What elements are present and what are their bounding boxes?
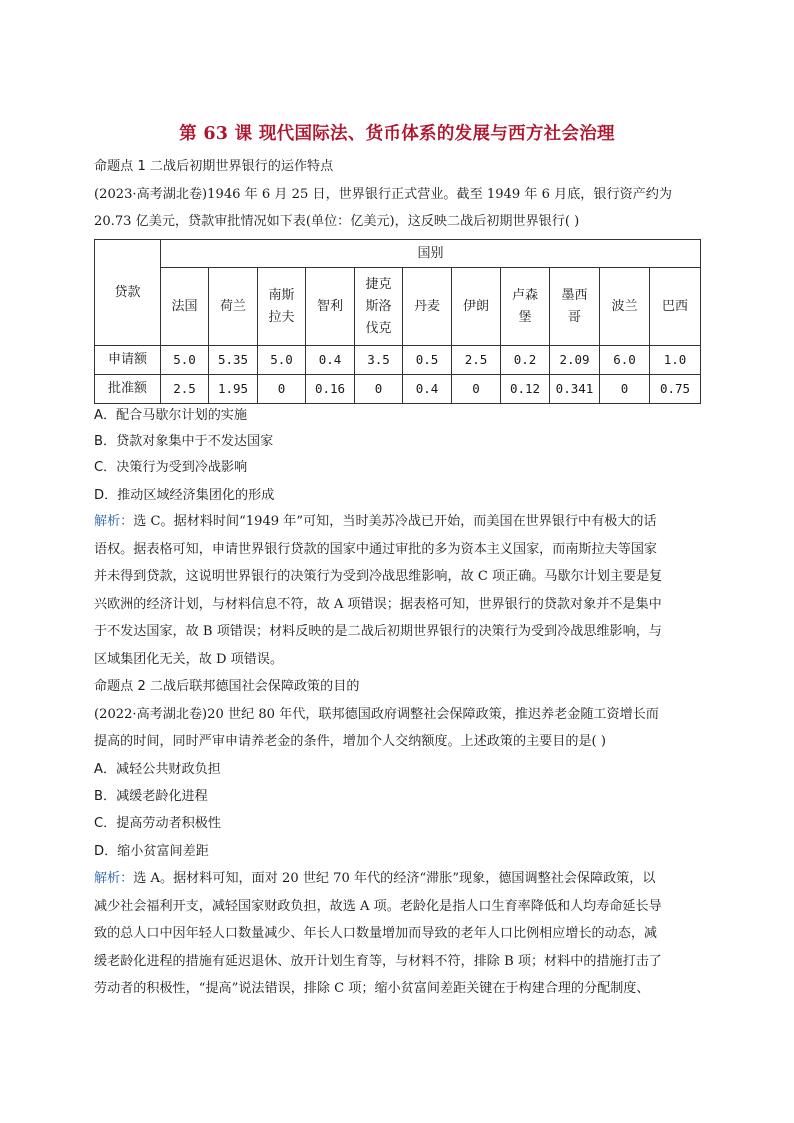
solution-1-line: 区域集团化无关，故 D 项错误。 [94, 652, 284, 667]
table-corner-header: 贷款 [95, 240, 161, 346]
solution-1-line: 语权。据表格可知，申请世界银行贷款的国家中通过审批的多为资本主义国家，而南斯拉夫等国家 [94, 542, 658, 557]
row-label: 批准额 [95, 375, 161, 404]
solution-1-line: 解析：选 C。据材料时间“1949 年”可知，当时美苏冷战已开始，而美国在世界银行中有极大的话 [94, 514, 657, 529]
table-cell: 5.0 [258, 346, 306, 375]
table-cell: 1.95 [209, 375, 258, 404]
lesson-title: 第 63 课 现代国际法、货币体系的发展与西方社会治理 [179, 124, 615, 144]
solution-2-line: 劳动者的积极性，“提高”说法错误，排除 C 项；缩小贫富间差距关键在于构建合理的分配制度、 [94, 981, 650, 996]
country-header: 智利 [306, 268, 355, 346]
solution-2-line: 减少社会福利开支，减轻国家财政负担，故选 A 项。老龄化是指人口生育率降低和人均寿命延长导 [94, 899, 662, 914]
question-1-line-1: (2023·高考湖北卷)1946 年 6 月 25 日，世界银行正式营业。截至 1949 年 6 月底，银行资产约为 [94, 187, 672, 202]
question-2-line-1: (2022·高考湖北卷)20 世纪 80 年代，联邦德国政府调整社会保障政策，推迟养老金随工资增长而 [94, 707, 659, 722]
table-cell: 0.12 [501, 375, 550, 404]
table-cell: 1.0 [650, 346, 701, 375]
option-1-c: C．决策行为受到冷战影响 [94, 460, 248, 475]
option-2-d: D．缩小贫富间差距 [94, 844, 209, 859]
solution-2-line: 缓老龄化进程的措施有延迟退休、放开计划生育等，与材料不符，排除 B 项；材料中的措施打击了 [94, 954, 662, 969]
topic-2-heading: 命题点 2 二战后联邦德国社会保障政策的目的 [94, 679, 360, 694]
table-cell: 0.75 [650, 375, 701, 404]
loan-approval-table [94, 239, 701, 404]
table-cell: 6.0 [600, 346, 650, 375]
table-cell: 0.16 [306, 375, 355, 404]
option-2-a: A．减轻公共财政负担 [94, 762, 221, 777]
solution-1-line: 兴欧洲的经济计划，与材料信息不符，故 A 项错误；据表格可知，世界银行的贷款对象并不是集中 [94, 597, 662, 612]
solution-label: 解析： [94, 514, 134, 529]
topic-1-heading: 命题点 1 二战后初期世界银行的运作特点 [94, 159, 334, 174]
country-header-row [95, 268, 701, 346]
table-cell: 0.341 [550, 375, 600, 404]
country-header: 墨西 哥 [550, 268, 600, 346]
table-cell: 0.5 [403, 346, 452, 375]
table-cell: 0.4 [403, 375, 452, 404]
row-label: 申请额 [95, 346, 161, 375]
table-row [95, 375, 701, 404]
option-1-d: D．推动区域经济集团化的形成 [94, 488, 275, 503]
country-header: 伊朗 [452, 268, 501, 346]
solution-1-line: 于不发达国家，故 B 项错误；材料反映的是二战后初期世界银行的决策行为受到冷战思维影响，与 [94, 624, 662, 639]
table-cell: 5.35 [209, 346, 258, 375]
solution-1-line: 并未得到贷款，这说明世界银行的决策行为受到冷战思维影响，故 C 项正确。马歇尔计划主要是复 [94, 569, 663, 584]
table-cell: 0 [600, 375, 650, 404]
option-2-c: C．提高劳动者积极性 [94, 816, 221, 831]
option-1-b: B．贷款对象集中于不发达国家 [94, 434, 274, 449]
table-row [95, 346, 701, 375]
table-cell: 0 [258, 375, 306, 404]
table-cell: 0 [355, 375, 403, 404]
table-cell: 0 [452, 375, 501, 404]
table-group-header: 国别 [161, 240, 701, 268]
table-cell: 0.2 [501, 346, 550, 375]
table-cell: 3.5 [355, 346, 403, 375]
question-1-line-2: 20.73 亿美元，贷款审批情况如下表(单位：亿美元)，这反映二战后初期世界银行( ) [94, 214, 580, 229]
country-header: 丹麦 [403, 268, 452, 346]
table-cell: 0.4 [306, 346, 355, 375]
country-header: 捷克 斯洛 伐克 [355, 268, 403, 346]
option-1-a: A．配合马歇尔计划的实施 [94, 408, 247, 423]
option-2-b: B．减缓老龄化进程 [94, 789, 208, 804]
country-header: 法国 [161, 268, 209, 346]
country-header: 南斯 拉夫 [258, 268, 306, 346]
table-cell: 2.5 [161, 375, 209, 404]
solution-label: 解析： [94, 871, 134, 886]
country-header: 荷兰 [209, 268, 258, 346]
table-cell: 2.5 [452, 346, 501, 375]
country-header: 波兰 [600, 268, 650, 346]
country-header: 卢森 堡 [501, 268, 550, 346]
country-header: 巴西 [650, 268, 701, 346]
solution-2-line: 解析：选 A。据材料可知，面对 20 世纪 70 年代的经济“滞胀”现象，德国调整社会保障政策，以 [94, 871, 656, 886]
table-cell: 5.0 [161, 346, 209, 375]
solution-2-line: 致的总人口中因年轻人口数量减少、年长人口数量增加而导致的老年人口比例相应增长的动态，减 [94, 926, 658, 941]
table-cell: 2.09 [550, 346, 600, 375]
question-2-line-2: 提高的时间，同时严审申请养老金的条件，增加个人交纳额度。上述政策的主要目的是( ) [94, 734, 606, 749]
